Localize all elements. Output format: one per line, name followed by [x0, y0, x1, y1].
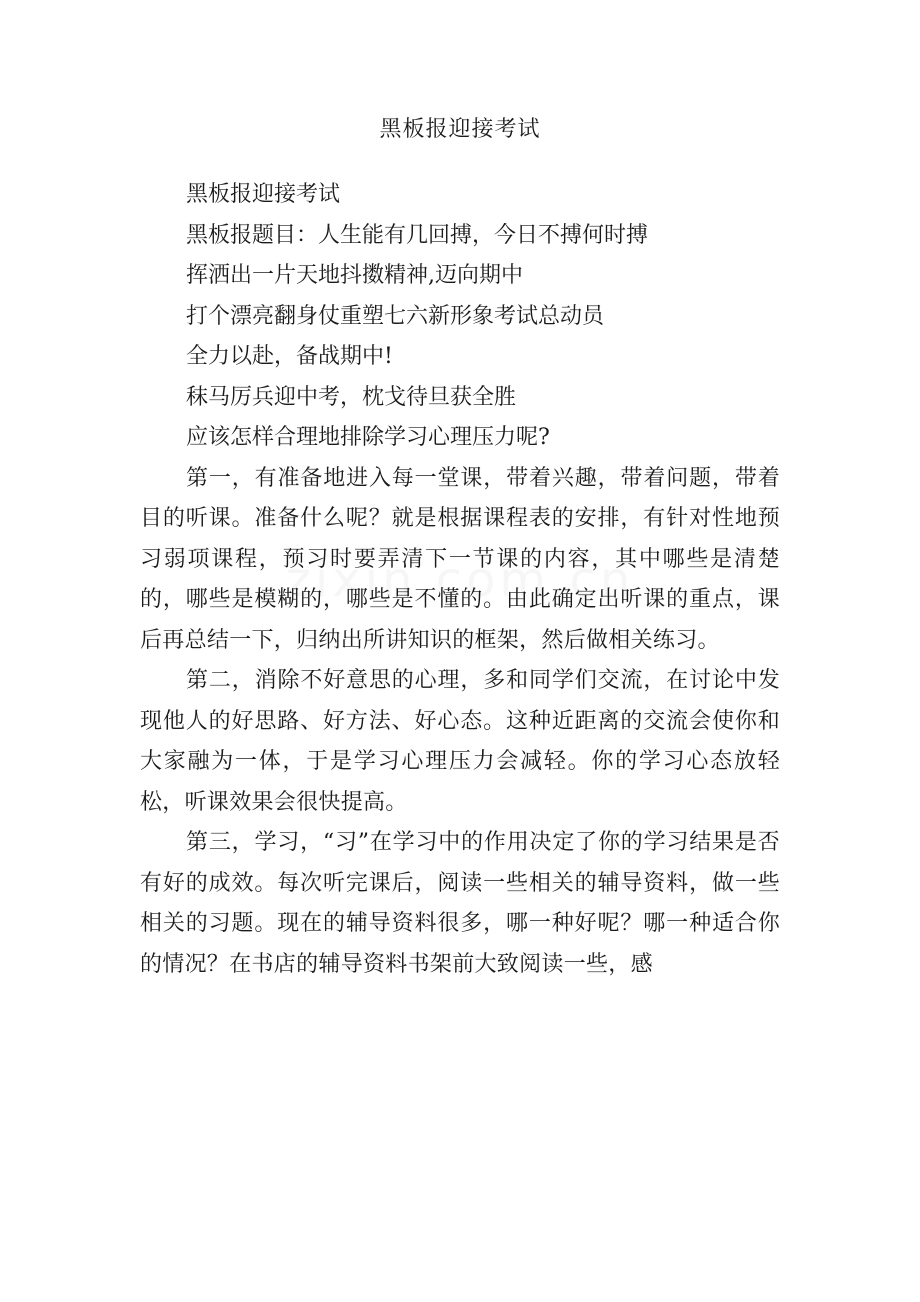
document-body: [140, 175, 780, 985]
slogan-line: 秣马厉兵迎中考，枕戈待旦获全胜: [186, 384, 517, 410]
paragraph-third: 第三，学习，“习”在学习中的作用决定了你的学习结果是否有好的成效。每次听完课后，阅读一些相关的辅导资料，做一些相关的习题。现在的辅导资料很多，哪一种好呢？哪一种适合你的情况？在书店的辅导资料书架前大致阅读一些，感: [140, 830, 780, 977]
paragraph-first: 第一，有准备地进入每一堂课，带着兴趣，带着问题，带着目的听课。准备什么呢？就是根据课程表的安排，有针对性地预习弱项课程，预习时要弄清下一节课的内容，其中哪些是清楚的，哪些是模糊的，哪些是不懂的。由此确定出听课的重点，课后再总结一下，归纳出所讲知识的框架，然后做相关练习。: [140, 465, 780, 653]
question-line: 应该怎样合理地排除学习心理压力呢?: [186, 425, 550, 450]
slogan-line: 挥洒出一片天地抖擞精神,迈向期中: [186, 263, 523, 288]
slogan-line: 全力以赴，备战期中!: [186, 344, 393, 369]
slogan-line: 打个漂亮翻身仗重塑七六新形象考试总动员: [186, 303, 605, 329]
heading-line: 黑板报迎接考试: [186, 182, 341, 207]
slogan-topic-line: 黑板报题目：人生能有几回搏，今日不搏何时搏: [186, 222, 649, 248]
document-title: 黑板报迎接考试: [379, 117, 541, 142]
paragraph-second: 第二，消除不好意思的心理，多和同学们交流，在讨论中发现他人的好思路、好方法、好心态。这种近距离的交流会使你和大家融为一体，于是学习心理压力会减轻。你的学习心态放轻松，听课效果会很快提高。: [140, 668, 780, 815]
